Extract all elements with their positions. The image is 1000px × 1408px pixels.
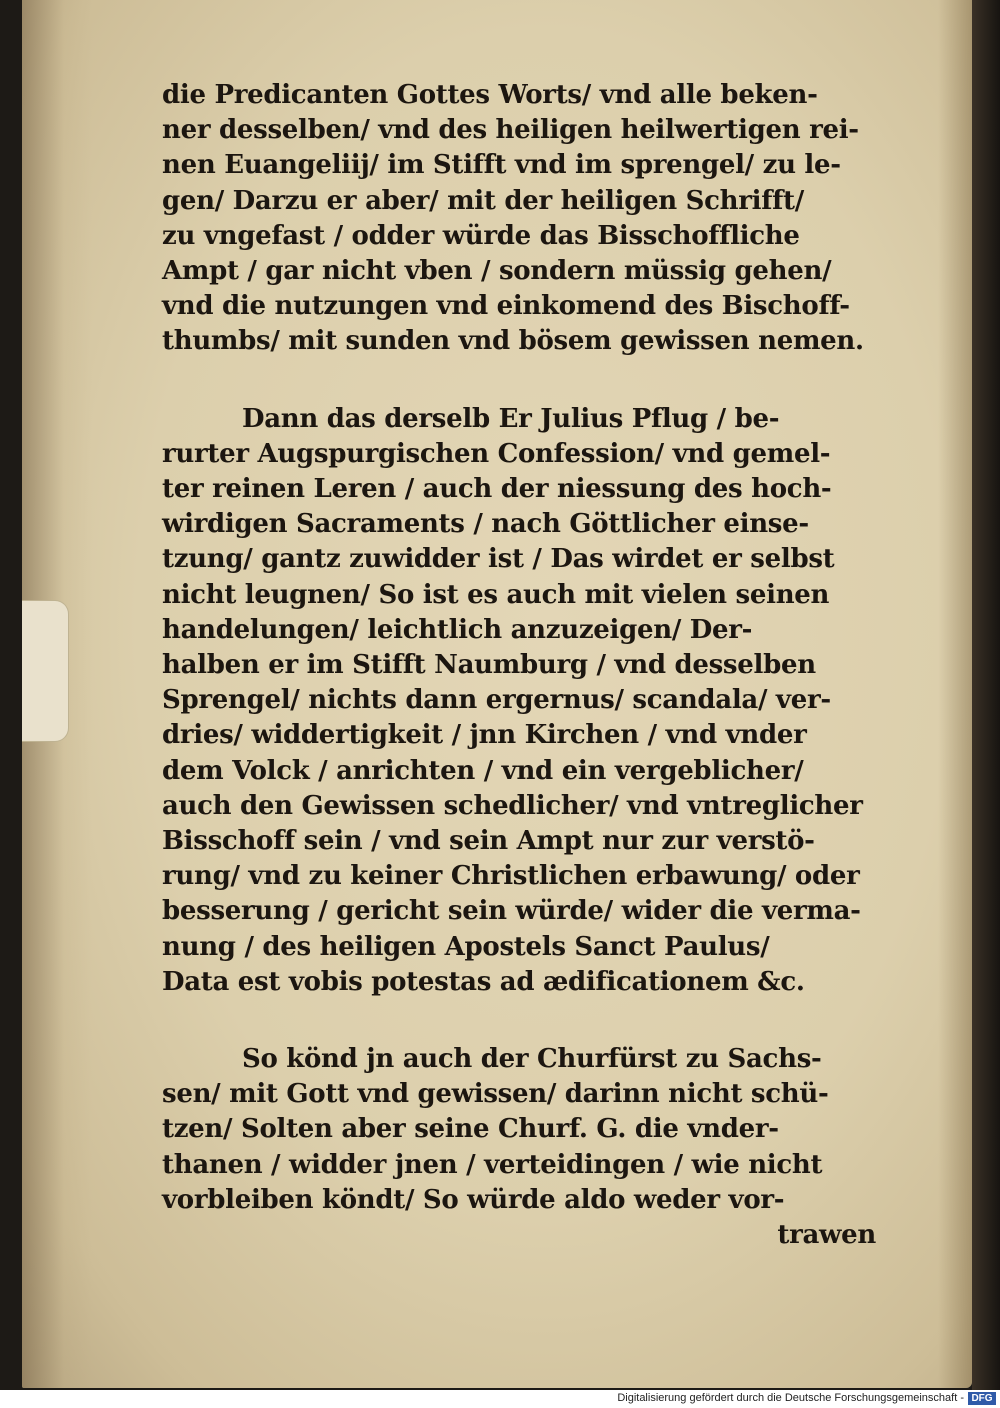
book-edge-right [972, 0, 1000, 1390]
catchword: trawen [777, 1220, 876, 1251]
page-text [162, 78, 882, 1253]
text-line: sen/ mit Gott vnd gewissen/ darinn nicht schü- [162, 1079, 829, 1110]
text-line: dries/ widdertigkeit / jnn Kirchen / vnd vnder [162, 720, 807, 751]
text-line: nen Euangeliij/ im Stifft vnd im sprengel/ zu le- [162, 150, 841, 181]
text-line: vnd die nutzungen vnd einkomend des Bischoff- [162, 291, 850, 322]
text-line: tzen/ Solten aber seine Churf. G. die vnder- [162, 1114, 779, 1145]
text-line: wirdigen Sacraments / nach Göttlicher einse- [162, 509, 809, 540]
text-line: tzung/ gantz zuwidder ist / Das wirdet er selbst [162, 544, 835, 575]
dfg-logo: DFG [968, 1392, 996, 1405]
footer-bar [0, 1390, 1000, 1408]
text-line: Bisschoff sein / vnd sein Ampt nur zur verstö- [162, 826, 815, 857]
text-line: Data est vobis potestas ad ædificationem &c. [162, 966, 805, 997]
text-line: ner desselben/ vnd des heiligen heilwertigen rei- [162, 115, 859, 146]
paragraph-1 [162, 78, 882, 360]
text-line: zu vngefast / odder würde das Bisschoffliche [162, 220, 800, 251]
text-line: auch den Gewissen schedlicher/ vnd vntreglicher [162, 790, 863, 821]
page-edge [938, 0, 972, 1388]
text-line: die Predicanten Gottes Worts/ vnd alle beken- [162, 80, 818, 110]
text-line: besserung / gericht sein würde/ wider die verma- [162, 896, 861, 927]
text-line: rurter Augspurgischen Confession/ vnd gemel- [162, 438, 831, 469]
text-line: dem Volck / anrichten / vnd ein vergeblicher/ [162, 755, 804, 786]
text-line: halben er im Stifft Naumburg / vnd desselben [162, 650, 816, 681]
text-line: So könd jn auch der Churfürst zu Sachs- [242, 1044, 822, 1075]
text-line: Sprengel/ nichts dann ergernus/ scandala/ ver- [162, 685, 831, 716]
page-clip [22, 600, 69, 742]
paragraph-2 [162, 402, 882, 1000]
text-line: thanen / widder jnen / verteidingen / wie nicht [162, 1149, 823, 1180]
text-line: nicht leugnen/ So ist es auch mit vielen seinen [162, 579, 830, 610]
text-line: gen/ Darzu er aber/ mit der heiligen Schrifft/ [162, 185, 804, 216]
text-line: nung / des heiligen Apostels Sanct Paulus/ [162, 931, 770, 962]
footer-credit: Digitalisierung gefördert durch die Deutsche Forschungsgemeinschaft - [617, 1392, 964, 1404]
text-line: Dann das derselb Er Julius Pflug / be- [242, 403, 780, 434]
text-line: thumbs/ mit sunden vnd bösem gewissen nemen. [162, 326, 864, 357]
text-line: Ampt / gar nicht vben / sondern müssig gehen/ [162, 256, 832, 287]
text-line: rung/ vnd zu keiner Christlichen erbawung/ oder [162, 861, 860, 892]
paragraph-3 [162, 1042, 882, 1218]
text-line: vorbleiben köndt/ So würde aldo weder vor- [162, 1184, 785, 1215]
text-line: ter reinen Leren / auch der niessung des hoch- [162, 474, 832, 505]
text-line: handelungen/ leichtlich anzuzeigen/ Der- [162, 614, 753, 645]
